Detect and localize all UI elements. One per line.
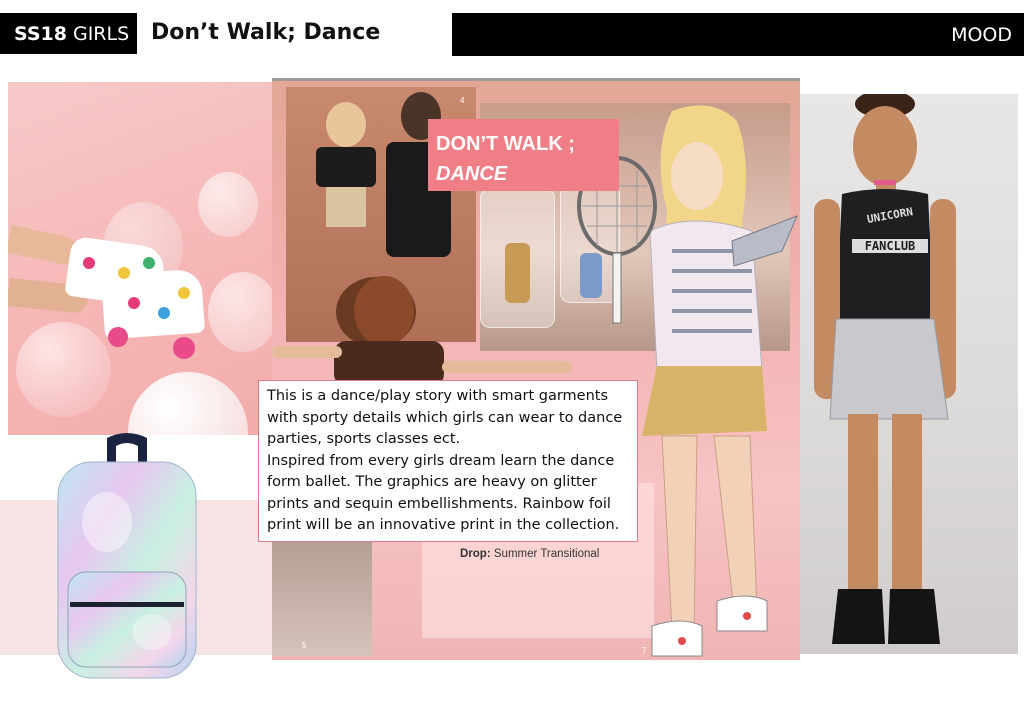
description-textbox [258, 380, 638, 542]
description-line: form ballet. The graphics are heavy on glitter [267, 474, 597, 490]
shirt-print-line-1: UNICORN [866, 205, 914, 226]
description-line: print will be an innovative print in the collection. [267, 517, 620, 533]
shirt-print-line-2: FANCLUB [852, 239, 928, 253]
drop-info [460, 548, 599, 560]
page-number: 7 [642, 646, 647, 655]
section-bar [452, 13, 1024, 56]
headline-line-1: DON’T WALK ; [436, 133, 575, 155]
page-number: 5 [302, 641, 307, 650]
category-label: GIRLS [72, 22, 130, 45]
page-title: Don’t Walk; Dance [151, 20, 381, 45]
collage-headline [428, 119, 619, 191]
girl-figure [800, 94, 1018, 654]
drop-value: Summer Transitional [493, 548, 600, 560]
description-line: with sporty details which girls can wear to dance [267, 409, 623, 426]
season-tag [0, 13, 137, 54]
drop-label: Drop: [460, 548, 491, 560]
headline-line-2: DANCE [436, 163, 508, 185]
description-line: prints and sequin embellishments. Rainbow foil [267, 495, 611, 512]
description-line: Inspired from every girls dream learn the dance [267, 452, 615, 469]
mood-collage [272, 78, 800, 660]
roller-skates-image [8, 82, 272, 435]
page-number: 4 [460, 96, 465, 105]
season-label: SS18 [14, 22, 67, 45]
description-line: This is a dance/play story with smart garments [267, 388, 609, 404]
holographic-backpack-image [52, 432, 202, 684]
section-label: MOOD [951, 23, 1012, 46]
description-line: parties, sports classes ect. [267, 431, 461, 447]
unicorn-outfit-image [800, 94, 1018, 654]
